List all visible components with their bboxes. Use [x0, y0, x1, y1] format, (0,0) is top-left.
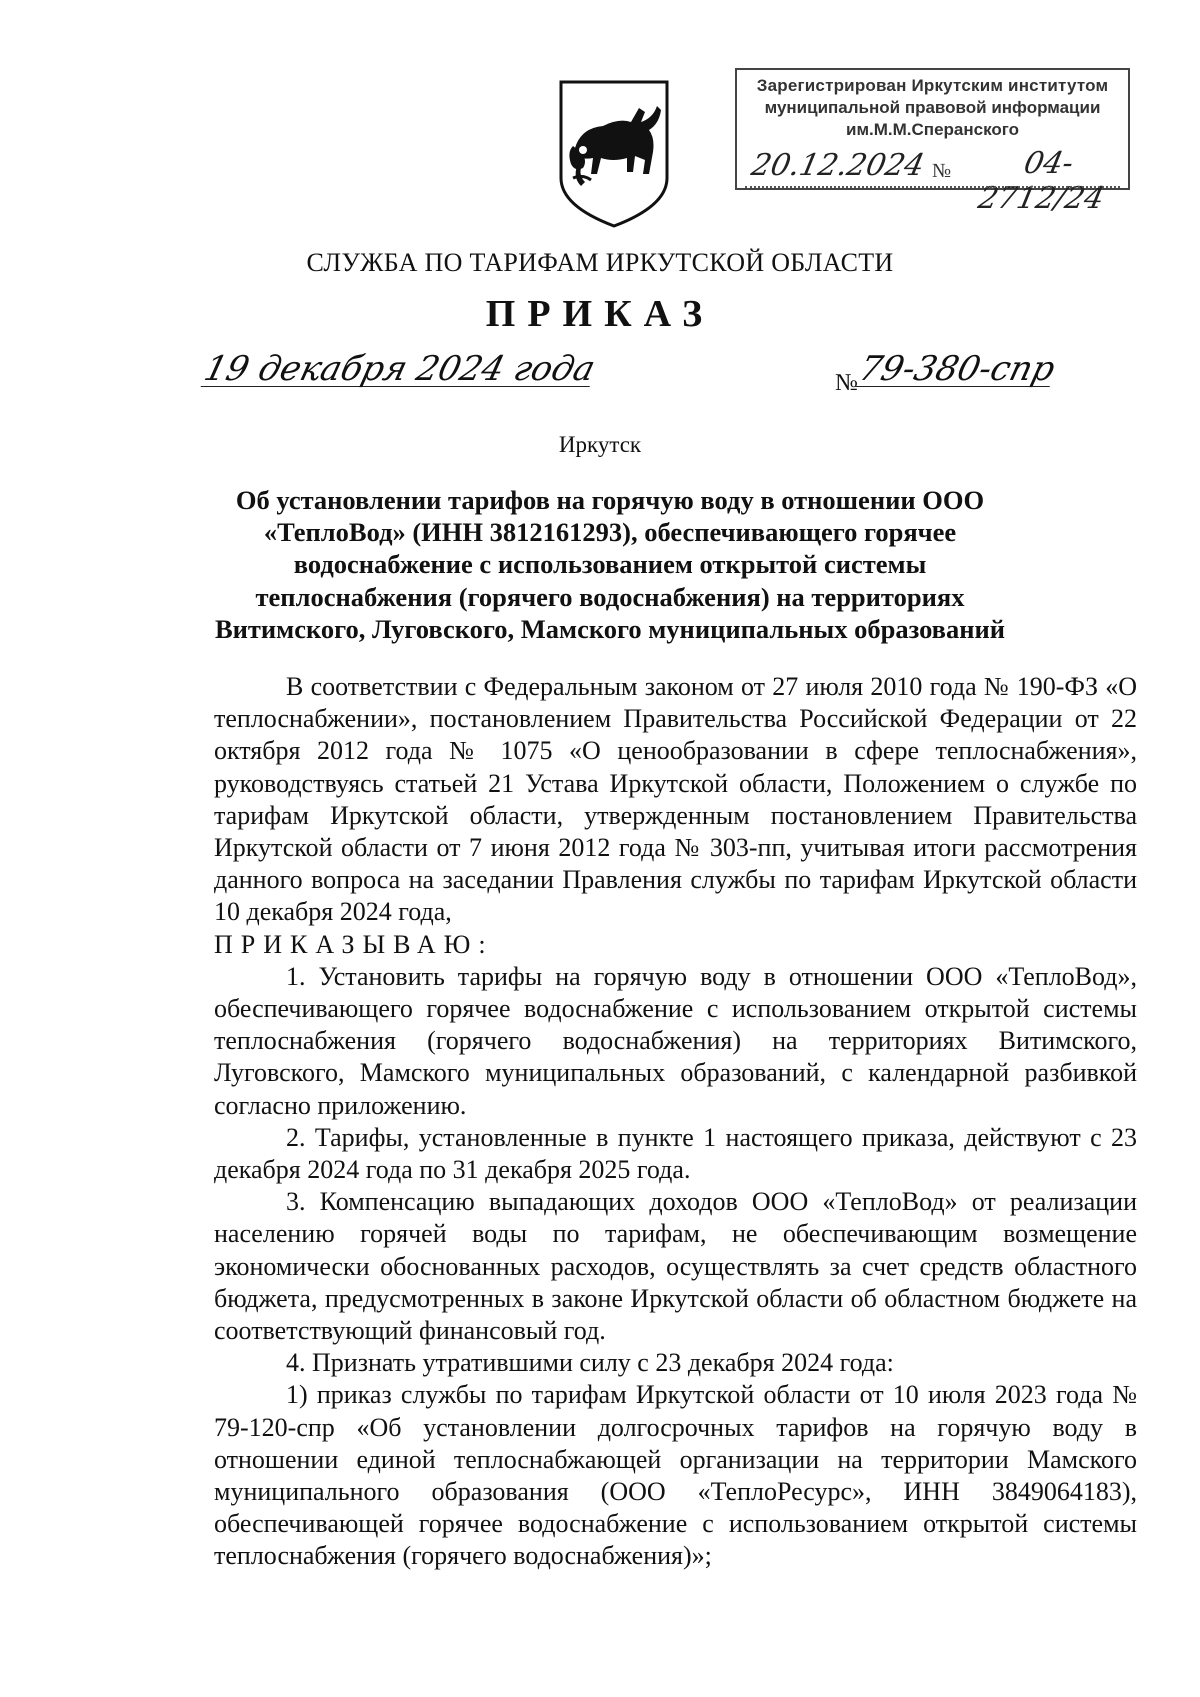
document-title: Об установлении тарифов на горячую воду в отношении ООО «ТеплоВод» (ИНН 3812161293), обеспечивающего горячее водоснабжение с использованием открытой системы теплоснабжения (горячего водоснабжения) на территориях Витимского, Луговского, Мамского муниципальных образований	[214, 485, 1006, 644]
stamp-number-label: №	[932, 160, 952, 182]
item-4-subitem-1-paragraph: 1) приказ службы по тарифам Иркутской области от 10 июля 2023 года № 79-120-спр «Об установлении долгосрочных тарифов на горячую воду в отношении единой теплоснабжающей организации на территории Мамского муниципального образования (ООО «ТеплоРесурс», ИНН 3849064183), обеспечивающей горячее водоснабжение с использованием открытой системы теплоснабжения (горячего водоснабжения)»;	[214, 1380, 1137, 1571]
stamp-handwritten-date: 20.12.2024	[748, 148, 928, 183]
document-body	[214, 671, 1137, 1573]
item-3-paragraph: 3. Компенсацию выпадающих доходов ООО «ТеплоВод» от реализации населению горячей воды по тарифам, не обеспечивающим возмещение экономически обоснованных расходов, осуществлять за счет средств областного бюджета, предусмотренных в законе Иркутской области об областном бюджете на соответствующий финансовый год.	[214, 1187, 1137, 1346]
irkutsk-coat-of-arms-emblem	[553, 78, 675, 230]
order-number-label: №	[835, 370, 858, 396]
document-type-heading: ПРИКАЗ	[485, 293, 715, 335]
stamp-handwritten-number: 04-2712/24	[975, 146, 1108, 216]
order-word: ПРИКАЗЫВАЮ:	[214, 929, 494, 959]
item-4-paragraph: 4. Признать утратившими силу с 23 декабря 2024 года:	[286, 1348, 894, 1378]
stamp-line-3: им.М.М.Сперанского	[846, 120, 1019, 139]
item-1-paragraph: 1. Установить тарифы на горячую воду в отношении ООО «ТеплоВод», обеспечивающего горячее водоснабжение с использованием открытой системы теплоснабжения (горячего водоснабжения) на территориях Витимского, Луговского, Мамского муниципальных образований, с календарной разбивкой согласно приложению.	[214, 961, 1137, 1120]
item-2-paragraph: 2. Тарифы, установленные в пункте 1 настоящего приказа, действуют с 23 декабря 2024 года по 31 декабря 2025 года.	[214, 1122, 1137, 1185]
agency-name: СЛУЖБА ПО ТАРИФАМ ИРКУТСКОЙ ОБЛАСТИ	[306, 248, 894, 277]
handwritten-order-date: 19 декабря 2024 года	[200, 349, 600, 389]
registration-stamp	[735, 68, 1130, 216]
city-name: Иркутск	[558, 432, 642, 457]
stamp-line-1: Зарегистрирован Иркутским институтом	[756, 76, 1109, 95]
stamp-divider	[745, 186, 1120, 188]
stamp-line-2: муниципальной правовой информации	[764, 98, 1101, 117]
handwritten-order-number: 79-380-спр	[855, 349, 1059, 389]
preamble-paragraph: В соответствии с Федеральным законом от 27 июля 2010 года № 190-ФЗ «О теплоснабжении», постановлением Правительства Российской Федерации от 22 октября 2012 года № 1075 «О ценообразовании в сфере теплоснабжения», руководствуясь статьей 21 Устава Иркутской области, Положением о службе по тарифам Иркутской области, утвержденным постановлением Правительства Иркутской области от 7 июня 2012 года № 303-пп, учитывая итоги рассмотрения данного вопроса на заседании Правления службы по тарифам Иркутской области 10 декабря 2024 года,	[214, 672, 1137, 927]
